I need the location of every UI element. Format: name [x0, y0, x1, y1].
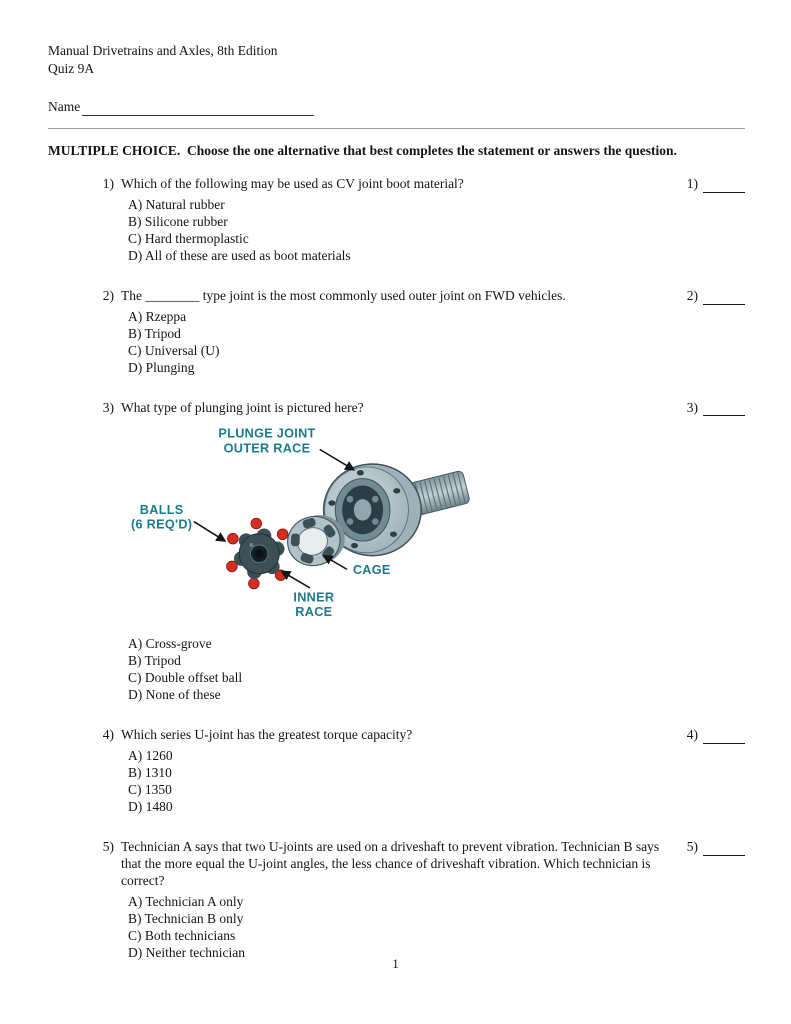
outer-race-arrow — [320, 450, 354, 470]
answer-line — [703, 289, 745, 305]
choice-c: C) Universal (U) — [128, 342, 220, 358]
answer-line — [703, 840, 745, 856]
choice-a: A) Natural rubber — [128, 196, 225, 212]
question-4-main — [92, 727, 667, 815]
choice-c: C) Hard thermoplastic — [128, 230, 249, 246]
choice-b: B) Tripod — [128, 653, 181, 669]
choice-d: D) Plunging — [128, 359, 195, 375]
answer-line — [703, 728, 745, 744]
choices — [92, 747, 667, 815]
question-2-main — [92, 288, 667, 376]
outer-race-label-line1: PLUNGE JOINT — [218, 427, 316, 442]
question-number: 4) — [102, 727, 114, 743]
answer-line — [703, 177, 745, 193]
question-number: 1) — [102, 175, 114, 191]
cv-joint-diagram-svg — [118, 424, 498, 624]
balls-label-line1: BALLS — [139, 503, 184, 518]
inner-race-arrow — [282, 572, 310, 589]
question-number: 3) — [102, 399, 114, 415]
question-text: Technician A says that two U-joints are used on a driveshaft to prevent vibration. Technician B says that the more equal the U-joint angles, the less chance of driveshaft vibration. Which technician is correct? — [121, 839, 660, 888]
question-1-main — [92, 176, 667, 264]
question-text: What type of plunging joint is pictured here? — [121, 399, 364, 415]
choices — [92, 308, 667, 376]
question-text: Which of the following may be used as CV joint boot material? — [121, 175, 464, 191]
choice-b: B) Silicone rubber — [128, 213, 228, 229]
name-label: Name — [48, 99, 81, 115]
question-text: The ________ type joint is the most commonly used outer joint on FWD vehicles. — [121, 287, 566, 303]
answer-blank-3 — [677, 400, 745, 417]
question-text: Which series U-joint has the greatest torque capacity? — [121, 727, 413, 743]
name-blank-line — [82, 100, 314, 116]
quiz-title: Quiz 9A — [48, 60, 95, 76]
answer-line — [703, 400, 745, 416]
answer-blank-4 — [677, 727, 745, 744]
inner-race-shape — [234, 529, 285, 580]
instructions: MULTIPLE CHOICE. Choose the one alternative that best completes the statement or answers the question. — [48, 142, 677, 158]
balls-label-line2: (6 REQ'D) — [131, 517, 193, 532]
choice-d: D) 1480 — [128, 799, 173, 815]
question-3 — [92, 400, 745, 704]
choice-b: B) Technician B only — [128, 910, 244, 926]
question-1 — [92, 176, 745, 264]
choice-b: B) Tripod — [128, 325, 181, 341]
choices — [92, 893, 667, 961]
cv-joint-diagram — [118, 424, 667, 629]
page-number: 1 — [392, 955, 399, 971]
question-list — [92, 176, 745, 961]
name-row — [48, 99, 745, 116]
question-5-main — [92, 839, 667, 961]
question-5 — [92, 839, 745, 961]
answer-blank-2 — [677, 288, 745, 305]
answer-number: 4) — [686, 727, 698, 743]
choices — [92, 196, 667, 264]
book-title: Manual Drivetrains and Axles, 8th Edition — [48, 43, 278, 58]
choice-c: C) Double offset ball — [128, 670, 243, 686]
question-3-main — [92, 400, 667, 704]
answer-number: 2) — [686, 287, 698, 303]
answer-blank-5 — [677, 839, 745, 856]
choice-d: D) All of these are used as boot materials — [128, 247, 351, 263]
answer-number: 3) — [686, 399, 698, 415]
question-2 — [92, 288, 745, 376]
choice-a: A) 1260 — [128, 748, 173, 764]
choice-a: A) Cross-grove — [128, 636, 212, 652]
question-number: 5) — [102, 839, 114, 855]
answer-number: 5) — [686, 839, 698, 855]
choice-c: C) Both technicians — [128, 927, 236, 943]
choice-c: C) 1350 — [128, 782, 172, 798]
answer-number: 1) — [686, 175, 698, 191]
cage-label: CAGE — [352, 563, 391, 578]
choice-b: B) 1310 — [128, 765, 172, 781]
choice-a: A) Rzeppa — [128, 308, 187, 324]
choice-a: A) Technician A only — [128, 893, 244, 909]
inner-race-label-line1: INNER — [293, 591, 335, 606]
inner-race-label-line2: RACE — [295, 605, 333, 620]
choice-d: D) None of these — [128, 687, 221, 703]
answer-blank-1 — [677, 176, 745, 193]
question-4 — [92, 727, 745, 815]
choices — [92, 635, 667, 703]
balls-arrow — [194, 522, 225, 542]
outer-race-label-line2: OUTER RACE — [223, 441, 311, 456]
header-divider — [48, 128, 745, 129]
question-number: 2) — [102, 287, 114, 303]
choice-d: D) Neither technician — [128, 944, 245, 960]
